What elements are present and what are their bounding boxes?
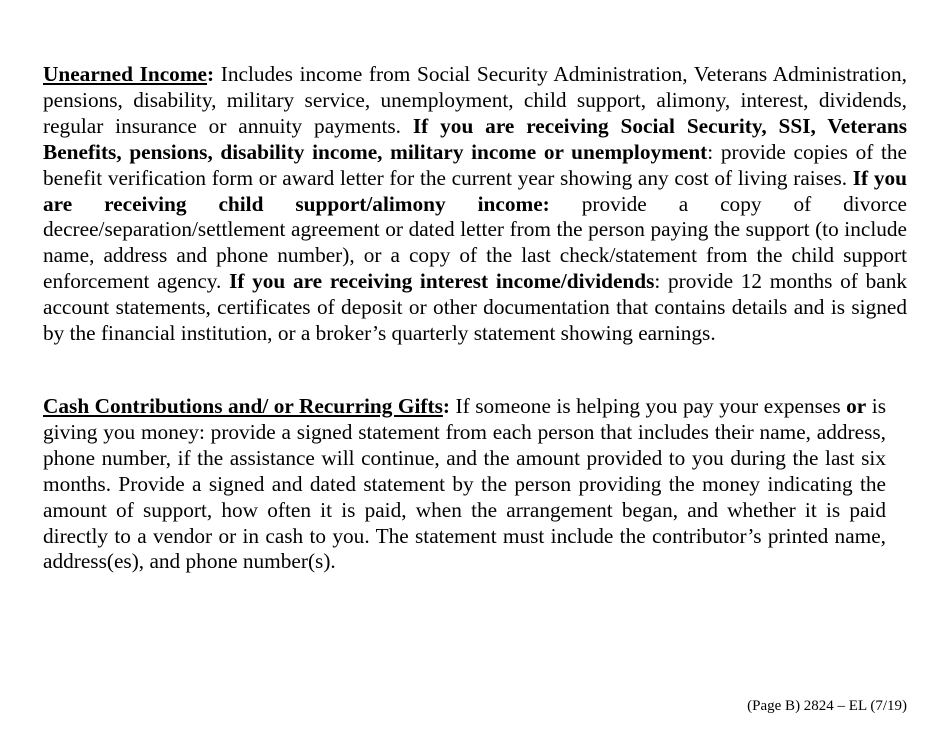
- bold-word: or: [846, 394, 867, 418]
- paragraph-text: : provide 12 months of bank account statements, certificates of deposit or other documentation that contains details and is signed by the financial institution, or a broker’s quarterly statement showing earnings.: [43, 269, 907, 346]
- paragraph-text: : provide copies of the benefit verification form or award letter for the current year showing any cost of living raises.: [43, 139, 908, 190]
- paragraph-text: is giving you money: provide a signed statement from each person that includes their name, address, phone number, if the assistance will continue, and the amount provided to you during the last six months. Provide a signed and dated statement by the person providing the money indicating the amount of support, how often it is paid, when the arrangement began, and whether it is paid directly to a vendor or in cash to you. The statement must include the contributor’s printed name, address(es), and phone number(s).: [43, 394, 886, 574]
- cash-contributions-heading: Cash Contributions and/ or Recurring Gifts: [43, 394, 443, 418]
- unearned-income-heading: Unearned Income: [43, 62, 208, 86]
- paragraph-text: provide a copy of divorce decree/separation/settlement agreement or dated letter from the person paying the support (to include name, address and phone number), or a copy of the last check/statement from the child support enforcement agency.: [43, 191, 907, 294]
- paragraph-text: If someone is helping you pay your expenses: [449, 394, 847, 418]
- bold-instruction: If you are receiving Social Security, SSI, Veterans Benefits, pensions, disability income, military income or unemployment: [43, 113, 908, 164]
- paragraph-text: Includes income from Social Security Administration, Veterans Administration, pensions, disability, military service, unemployment, child support, alimony, interest, dividends, regular insurance or annuity payments.: [43, 62, 907, 138]
- bold-instruction: If you are receiving child support/alimony income:: [43, 165, 907, 216]
- unearned-income-paragraph: [43, 62, 907, 347]
- cash-contributions-paragraph: [43, 394, 886, 575]
- page-footer: (Page B) 2824 – EL (7/19): [747, 698, 907, 714]
- heading-colon: :: [207, 62, 215, 86]
- heading-colon: :: [442, 394, 450, 418]
- bold-instruction: If you are receiving interest income/dividends: [229, 269, 655, 294]
